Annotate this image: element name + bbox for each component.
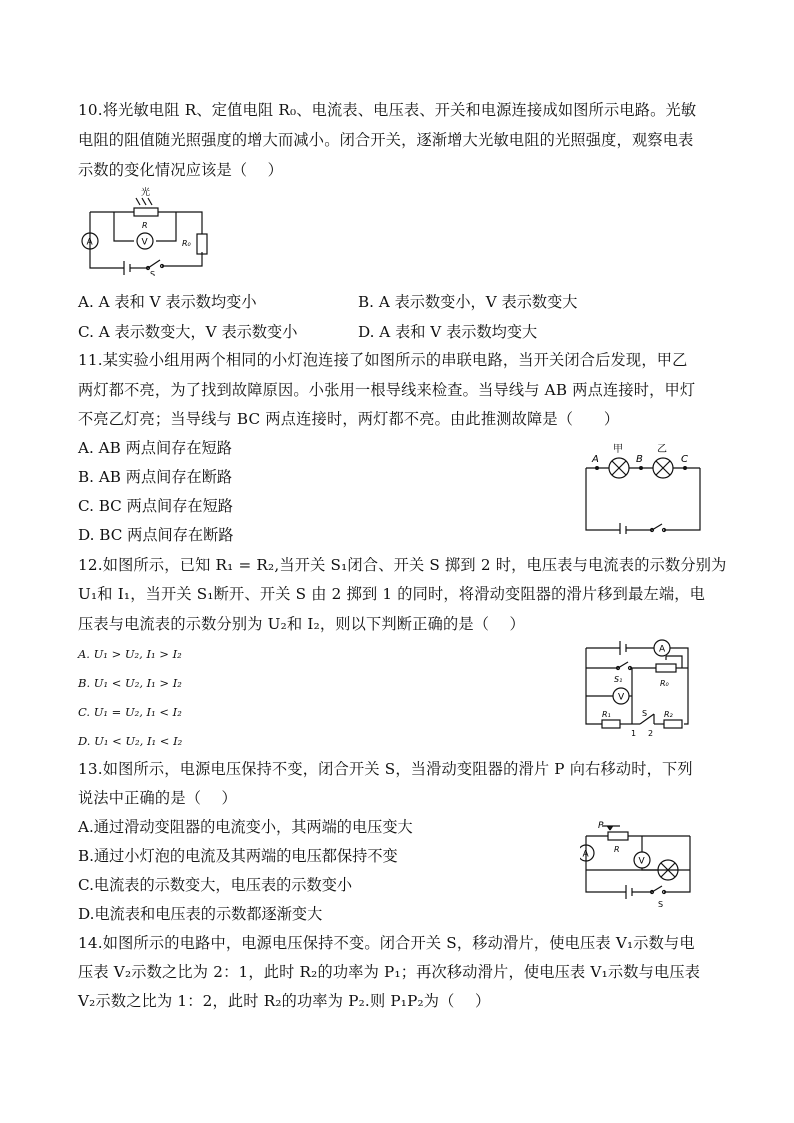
q12-option-d: D. U₁ < U₂, I₁ < I₂ <box>78 734 183 748</box>
q10-r-label: R <box>142 221 148 230</box>
q12-s1-label: S₁ <box>614 675 623 684</box>
q12-circuit-diagram <box>584 638 696 738</box>
q10-ammeter-label: A <box>86 237 93 248</box>
q11-lamp-jia-label: 甲 <box>613 444 623 455</box>
q14-stem-line-2: 压表 V₂示数之比为 2：1，此时 R₂的功率为 P₁；再次移动滑片，使电压表 V₁示数与电压表 <box>78 963 701 981</box>
q10-option-c: C. A 表示数变大，V 表示数变小 <box>78 323 298 341</box>
q13-ammeter-label: A <box>582 849 589 860</box>
q13-option-b: B.通过小灯泡的电流及其两端的电压都保持不变 <box>78 847 398 865</box>
q12-ammeter-label: A <box>659 644 666 655</box>
q10-stem-line-3: 示数的变化情况应该是（ ） <box>78 161 284 179</box>
q10-stem-line-2: 电阻的阻值随光照强度的增大而减小。闭合开关，逐渐增大光敏电阻的光照强度，观察电表 <box>78 131 694 149</box>
q12-voltmeter-label: V <box>618 692 625 703</box>
q11-option-b: B. AB 两点间存在断路 <box>78 468 233 486</box>
q13-option-d: D.电流表和电压表的示数都逐渐变大 <box>78 905 323 923</box>
q11-option-a: A. AB 两点间存在短路 <box>78 439 232 457</box>
q11-stem-line-1: 11.某实验小组用两个相同的小灯泡连接了如图所示的串联电路，当开关闭合后发现，甲乙 <box>78 351 688 369</box>
q10-option-b: B. A 表示数变小，V 表示数变大 <box>358 293 578 311</box>
q13-option-a: A.通过滑动变阻器的电流变小，其两端的电压变大 <box>78 818 413 836</box>
q12-stem-line-1: 12.如图所示，已知 R₁ = R₂,当开关 S₁闭合、开关 S 掷到 2 时，电压表与电流表的示数分别为 <box>78 556 727 574</box>
q13-voltmeter-label: V <box>638 856 645 867</box>
q11-option-c: C. BC 两点间存在短路 <box>78 497 233 515</box>
q11-circuit-diagram <box>584 440 706 534</box>
q12-option-b: B. U₁ < U₂, I₁ > I₂ <box>78 676 182 690</box>
q11-point-a-label: A <box>592 454 599 465</box>
q10-option-d: D. A 表和 V 表示数均变大 <box>358 323 538 341</box>
q13-circuit-diagram <box>580 818 696 910</box>
q13-stem-line-2: 说法中正确的是（ ） <box>78 789 237 807</box>
q11-stem-line-2: 两灯都不亮，为了找到故障原因。小张用一根导线来检查。当导线与 AB 两点连接时，甲灯 <box>78 381 696 399</box>
q10-r0-label: R₀ <box>182 239 191 248</box>
q11-point-b-label: B <box>636 454 643 465</box>
q13-option-c: C.电流表的示数变大，电压表的示数变小 <box>78 876 353 894</box>
q10-voltmeter-label: V <box>141 237 148 248</box>
q14-stem-line-1: 14.如图所示的电路中，电源电压保持不变。闭合开关 S，移动滑片，使电压表 V₁示数与电 <box>78 934 695 952</box>
q12-stem-line-2: U₁和 I₁，当开关 S₁断开、开关 S 由 2 掷到 1 的同时，将滑动变阻器的滑片移到最左端，电 <box>78 585 706 603</box>
q11-lamp-yi-label: 乙 <box>657 444 667 455</box>
q10-circuit-diagram <box>78 186 213 276</box>
q12-r1-label: R₁ <box>602 710 611 719</box>
q10-stem-line-1: 10.将光敏电阻 R、定值电阻 R₀、电流表、电压表、开关和电源连接成如图所示电路。光敏 <box>78 101 697 119</box>
q12-option-a: A. U₁ > U₂, I₁ > I₂ <box>78 647 182 661</box>
q10-option-a: A. A 表和 V 表示数均变小 <box>78 293 257 311</box>
q12-r0-label: R₀ <box>660 679 669 688</box>
q11-stem-line-3: 不亮乙灯亮；当导线与 BC 两点连接时，两灯都不亮。由此推测故障是（ ） <box>78 410 620 428</box>
q13-stem-line-1: 13.如图所示，电源电压保持不变，闭合开关 S，当滑动变阻器的滑片 P 向右移动时，下列 <box>78 760 693 778</box>
q13-r-label: R <box>614 845 620 854</box>
q11-option-d: D. BC 两点间存在断路 <box>78 526 234 544</box>
q10-switch-label: S <box>150 270 156 276</box>
q12-s-label: S <box>642 709 648 718</box>
q12-stem-line-3: 压表与电流表的示数分别为 U₂和 I₂，则以下判断正确的是（ ） <box>78 615 525 633</box>
q12-throw-2-label: 2 <box>648 729 654 738</box>
q13-slider-p-label: P <box>598 821 604 831</box>
q10-light-label: 光 <box>141 188 151 198</box>
q12-option-c: C. U₁ = U₂, I₁ < I₂ <box>78 705 182 719</box>
q14-stem-line-3: V₂示数之比为 1：2，此时 R₂的功率为 P₂.则 P₁P₂为（ ） <box>78 992 491 1010</box>
q11-point-c-label: C <box>681 454 688 465</box>
q13-switch-label: S <box>658 900 664 909</box>
q12-throw-1-label: 1 <box>631 729 637 738</box>
q12-r2-label: R₂ <box>664 710 673 719</box>
